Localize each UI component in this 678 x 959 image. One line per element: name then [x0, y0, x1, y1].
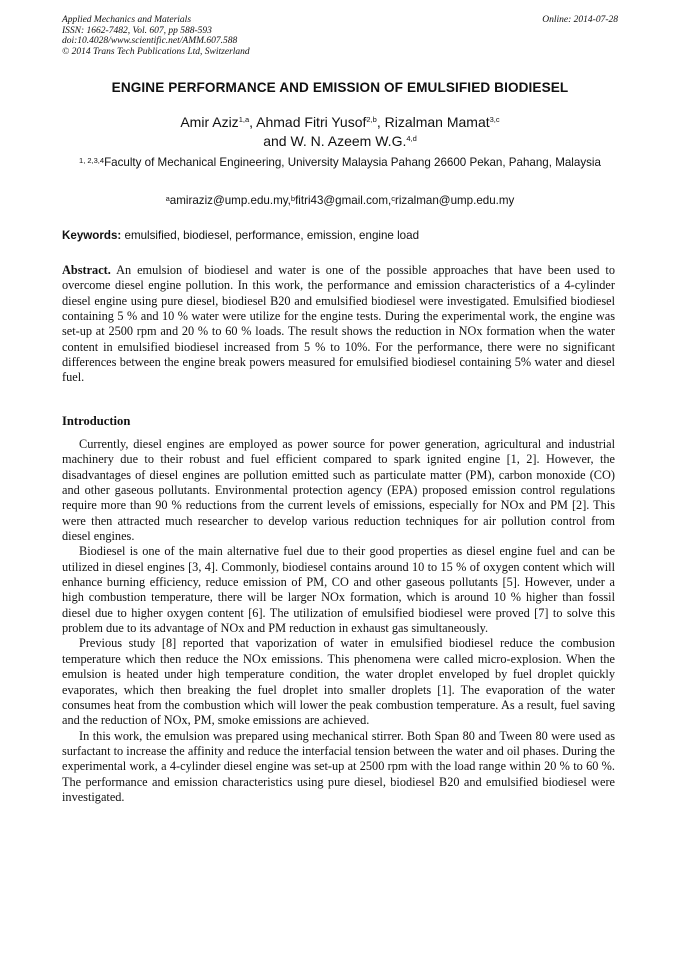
affiliation-superscript: 1, 2,3,4: [79, 156, 105, 165]
affiliation: [62, 155, 618, 170]
author-name: Amir Aziz: [180, 114, 239, 130]
email-superscript: c: [391, 194, 395, 203]
author-superscript: 4,d: [406, 133, 417, 143]
journal-info: [62, 15, 618, 57]
introduction-body: [62, 437, 615, 805]
email-superscript: a: [165, 194, 170, 203]
keywords: [62, 228, 618, 243]
paragraph: Previous study [8] reported that vaporization of water in emulsified biodiesel reduce the combusion temperature which then reduce the NOx emissions. This phenomena were called micro-explosion. When the emulsion is heated under high temperature condition, the water droplet enveloped by fuel droplet quickly evaporates, which then breaking the fuel droplet into smaller droplets [1]. The evaporation of the water consumes heat from the combustion which will lower the peak combustion temperature. As a result, fuel saving and the reduction of NOx, PM, smoke emissions are achieved.: [62, 636, 615, 728]
paragraph: In this work, the emulsion was prepared using mechanical stirrer. Both Span 80 and Tween 80 were used as surfactant to increase the affinity and reduce the interfacial tension between the water and oil phases. During the experimental work, a 4-cylinder diesel engine was set-up at 2500 rpm with the load range within 20 % to 60 %. The performance and emission characteristics using pure diesel, biodiesel B20 and emulsified biodiesel were investigated.: [62, 728, 615, 804]
author-superscript: 1,a: [238, 115, 250, 124]
keywords-text: emulsified, biodiesel, performance, emission, engine load: [121, 229, 420, 242]
abstract-text: An emulsion of biodiesel and water is one of the possible approaches that have been used to overcome diesel engine pollution. In this work, the performance and emission characteristics of a 4-cylinder diesel engine using pure diesel, biodiesel B20 and emulsified biodiesel were investigated. Emulsified biodiesel containing 5 % and 10 % water were utilize for the engine tests. During the experimental work, the engine was set-up at 2500 rpm and 20 % to 60 % loads. The result shows the reduction in NOx formation when the water content in emulsified biodiesel increased from 5 % to 10%. For the performance, there were no significant differences between the engine break powers measured for emulsified biodiesel containing 5% water and diesel fuel.: [62, 263, 615, 385]
author-name: Rizalman Mamat: [384, 114, 490, 130]
email-address: amiraziz@ump.edu.my,: [169, 194, 291, 207]
journal-name: Applied Mechanics and Materials: [62, 15, 192, 25]
abstract-label: Abstract.: [62, 263, 111, 277]
author-superscript: 3,c: [489, 115, 500, 124]
affiliation-text: Faculty of Mechanical Engineering, University Malaysia Pahang 26600 Pekan, Pahang, Malaysia: [104, 156, 601, 169]
paragraph: Biodiesel is one of the main alternative fuel due to their good properties as diesel engine fuel and can be utilized in diesel engines [3, 4]. Commonly, biodiesel contains around 10 to 15 % of oxygen content which will enhance burning efficiency, reduce emission of PM, CO and other gaseous pollutants [5]. However, under a high combustion temperature, there will be larger NOx formation, which is around 10 % higher than fossil diesel due to higher oxygen content [6]. The utilization of emulsified biodiesel were proved [7] to solve this problem due to its advantage of NOx and PM reduction in exhaust gas simultaneously.: [62, 544, 615, 636]
journal-header: [62, 15, 618, 57]
abstract: [62, 263, 615, 386]
author-conjunction: and: [263, 132, 291, 149]
email-address: rizalman@ump.edu.my: [394, 194, 515, 207]
author-line-1: [62, 113, 618, 132]
journal-issn: ISSN: 1662-7482, Vol. 607, pp 588-593: [62, 25, 212, 36]
author-name: Ahmad Fitri Yusof: [256, 114, 367, 130]
journal-copyright: © 2014 Trans Tech Publications Ltd, Switzerland: [62, 46, 250, 57]
email-address: fitri43@gmail.com,: [295, 194, 392, 207]
paper-title: ENGINE PERFORMANCE AND EMISSION OF EMULSIFIED BIODIESEL: [111, 80, 569, 95]
journal-doi: doi:10.4028/www.scientific.net/AMM.607.588: [62, 36, 238, 47]
author-name: W. N. Azeem W.G.: [290, 132, 407, 149]
online-date: Online: 2014-07-28: [542, 15, 618, 25]
paragraph: Currently, diesel engines are employed as power source for power generation, agricultural and industrial machinery due to their robust and fuel efficient compared to spark ignited engine [1, 2]. However, the disadvantages of diesel engines are pollution emitted such as particulate matter (PM), carbon monoxide (CO) and other gaseous pollutants. Environmental protection agency (EPA) proposed emission control regulations require more than 90 % reductions from the current levels of emissions, especially for NOx and PM [2]. This were then attracted much researcher to develop various reduction techniques for air pollution control from diesel engines.: [62, 437, 615, 544]
email-superscript: b: [290, 194, 296, 203]
author-line-2: [62, 132, 618, 151]
author-list: [62, 113, 618, 150]
author-separator: ,: [249, 114, 257, 130]
section-heading-introduction: Introduction: [62, 414, 131, 428]
author-separator: ,: [376, 114, 385, 130]
keywords-label: Keywords:: [62, 229, 122, 242]
author-superscript: 2,b: [366, 115, 377, 124]
author-emails: [62, 193, 618, 208]
